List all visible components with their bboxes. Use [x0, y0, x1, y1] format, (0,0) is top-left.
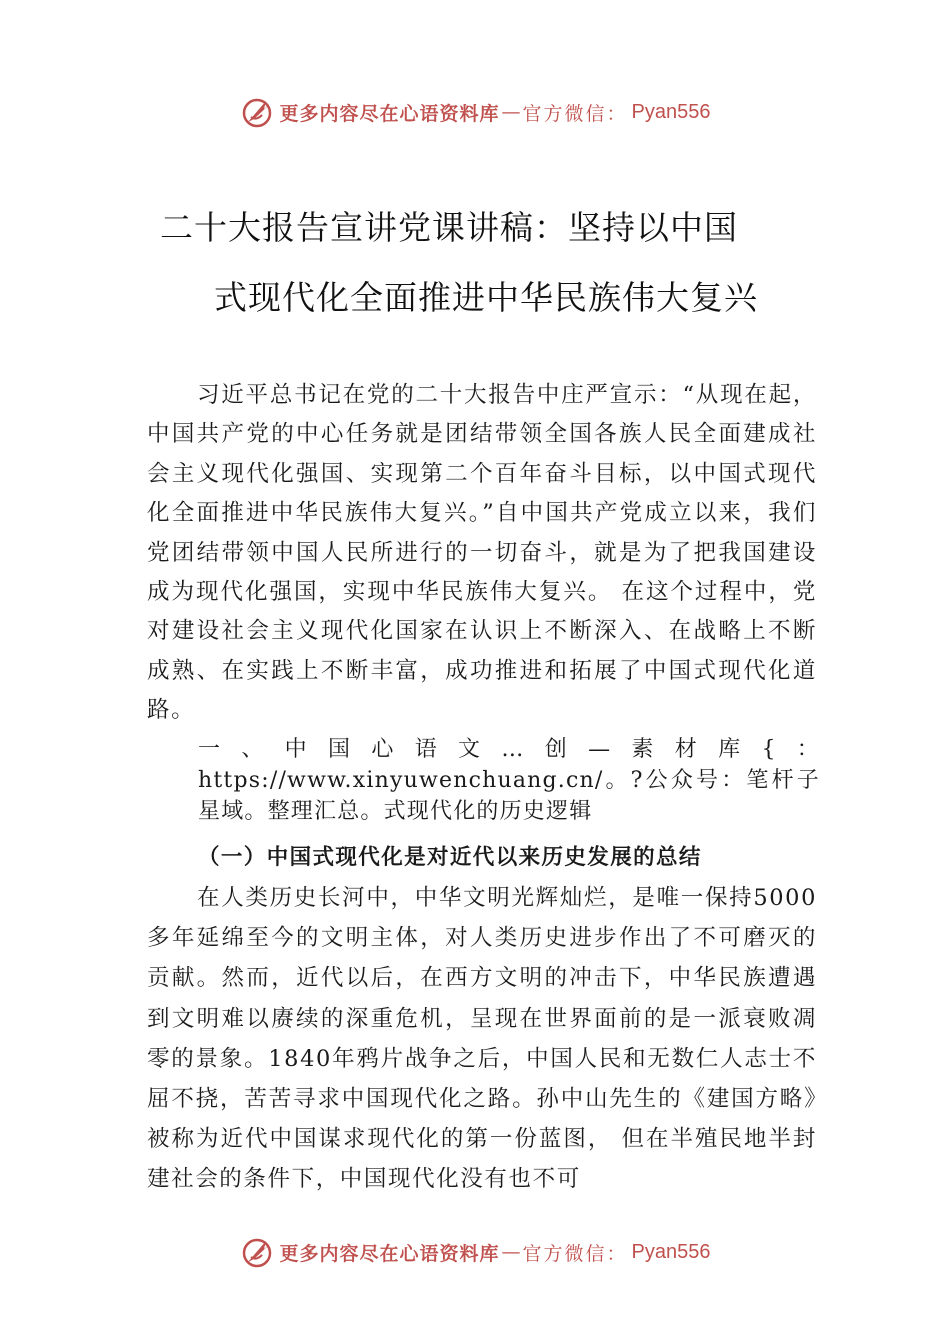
banner-text: 更多内容尽在心语资料库 [279, 102, 500, 125]
paragraph-section-one: 一、中国心语文…创—素材库{：https://www.xinyuwenchuang.cn/。?公众号：笔杆子星域。整理汇总。式现代化的历史逻辑 [198, 737, 820, 824]
banner-wechat-label: 官方微信： [522, 1242, 628, 1265]
paragraph-history: 在人类历史长河中，中华文明光辉灿烂，是唯一保持5000多年延绵至今的文明主体，对人类历史进步作出了不可磨灭的贡献。然而，近代以后，在西方文明的冲击下，中华民族遭遇到文明难以赓续的深重危机，呈现在世界面前的是一派衰败凋零的景象。1840年鸦片战争之后，中国人民和无数仁人志士不屈不挠，苦苦寻求中国现代化之路。孙中山先生的《建国方略》被称为近代中国谋求现代化的第一份蓝图， 但在半殖民地半封建社会的条件下，中国现代化没有也不可 [147, 885, 817, 1193]
paragraph-intro: 习近平总书记在党的二十大报告中庄严宣示：“从现在起，中国共产党的中心任务就是团结带领全国各族人民全面建成社会主义现代化强国、实现第二个百年奋斗目标，以中国式现代化全面推进中华民族伟大复兴。”自中国共产党成立以来，我们党团结带领中国人民所进行的一切奋斗，就是为了把我国建设成为现代化强国，实现中华民族伟大复兴。 在这个过程中，党对建设社会主义现代化国家在认识上不断深入、在战略上不断成熟、在实践上不断丰富，成功推进和拓展了中国式现代化道路。 [147, 382, 817, 724]
title-line-2: 式现代化全面推进中华民族伟大复兴 [214, 278, 758, 317]
subheading-one: （一）中国式现代化是对近代以来历史发展的总结 [198, 845, 702, 870]
quill-logo-icon [240, 95, 274, 129]
footer-banner [0, 1230, 950, 1274]
banner-wechat-id: Pyan556 [631, 100, 711, 123]
banner-dash: — [501, 101, 521, 123]
banner-text: 更多内容尽在心语资料库 [279, 1242, 500, 1265]
banner-dash: — [501, 1241, 521, 1263]
header-banner [0, 90, 950, 134]
title-line-1: 二十大报告宣讲党课讲稿：坚持以中国 [160, 208, 738, 247]
quill-logo-icon [240, 1235, 274, 1269]
banner-wechat-label: 官方微信： [522, 102, 628, 125]
banner-wechat-id: Pyan556 [631, 1240, 711, 1263]
